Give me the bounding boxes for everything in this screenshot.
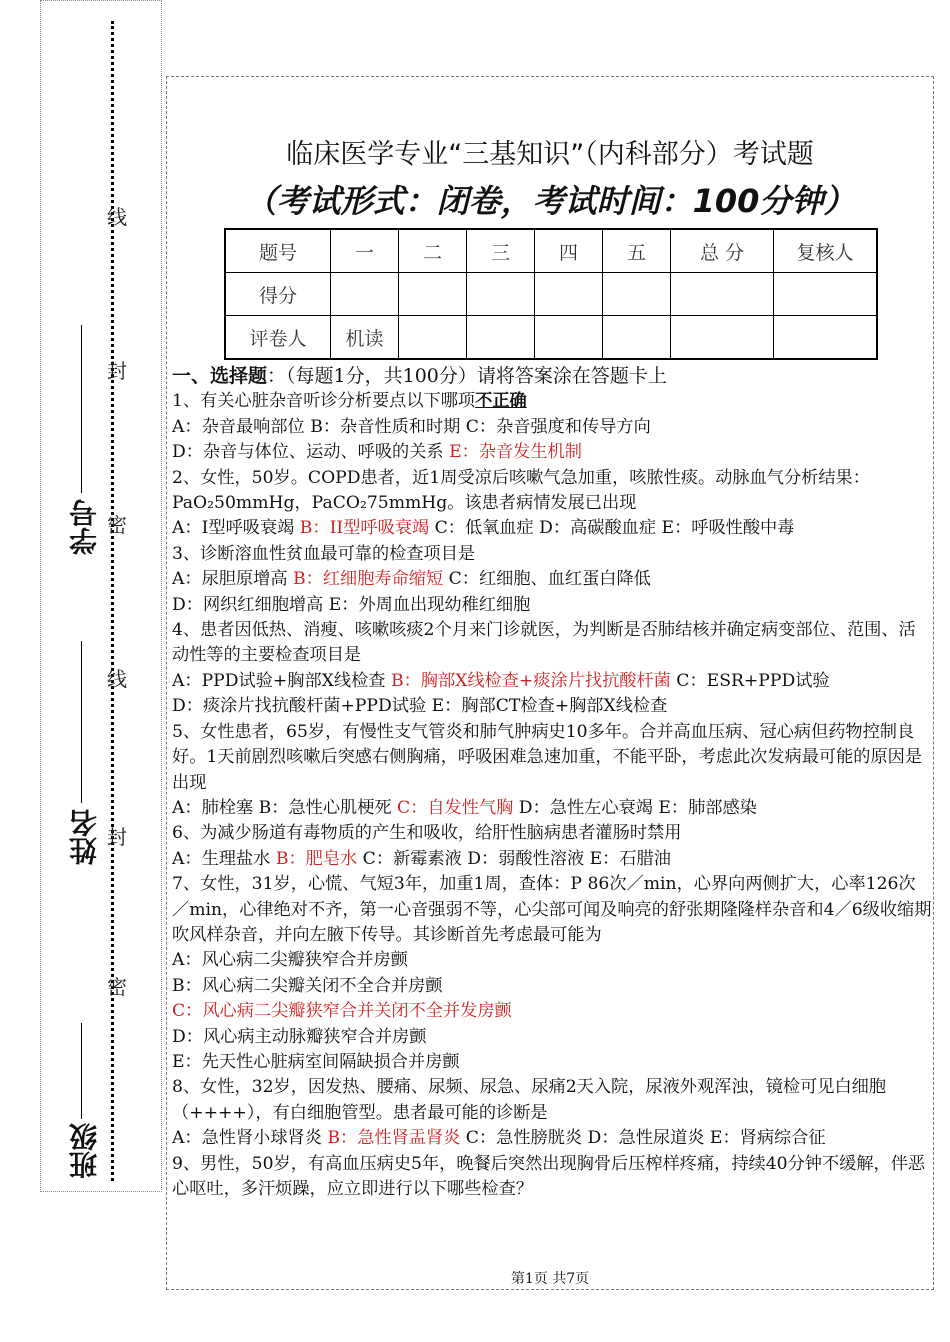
q1-stem-text: 1、有关心脏杂音听诊分析要点以下哪项	[172, 391, 476, 412]
q8-options-rest: C：急性膀胱炎 D：急性尿道炎 E：肾病综合征	[460, 1128, 826, 1149]
score-table	[224, 228, 878, 360]
q1-options-de	[172, 440, 932, 465]
score-cell[interactable]	[467, 273, 535, 316]
q3-option-a: A：尿胆原增高	[172, 569, 294, 590]
q1-stem	[172, 389, 932, 414]
seal-char-mi-1: 密	[107, 513, 127, 537]
page-footer: 第1页 共7页	[510, 1271, 590, 1287]
id-label: 学号	[68, 499, 101, 555]
score-cell[interactable]	[774, 273, 878, 316]
section-heading	[172, 364, 932, 389]
q1-option-d: D：杂音与体位、运动、呼吸的关系	[172, 442, 450, 463]
header-cell: 复核人	[774, 229, 878, 273]
questions-content	[172, 364, 932, 1202]
score-row	[225, 273, 877, 316]
score-cell[interactable]	[671, 273, 774, 316]
q2-options	[172, 516, 932, 541]
q7-answer: C：风心病二尖瓣狭窄合并关闭不全并发房颤	[172, 1001, 512, 1022]
q8-answer: B：急性肾盂肾炎	[327, 1128, 461, 1149]
grader-cell[interactable]	[467, 316, 535, 360]
q6-option-a: A：生理盐水	[172, 848, 276, 869]
q5-options-de: D：急性左心衰竭 E：肺部感染	[513, 797, 757, 818]
binding-margin	[40, 0, 162, 1192]
seal-char-mi-2: 密	[107, 975, 127, 999]
q4-option-c: C：ESR+PPD试验	[670, 670, 830, 691]
q7-option-e: E：先天性心脏病室间隔缺损合并房颤	[172, 1051, 460, 1072]
header-cell: 三	[467, 229, 535, 273]
q1-options-abc: A：杂音最响部位 B：杂音性质和时期 C：杂音强度和传导方向	[172, 416, 651, 437]
section-title: 一、选择题	[172, 365, 268, 387]
exam-subtitle: （考试形式：闭卷，考试时间：100分钟）	[244, 182, 856, 220]
grader-row-label: 评卷人	[225, 316, 331, 360]
class-label: 班级	[68, 1123, 101, 1179]
seal-dotted-line	[111, 21, 114, 1181]
score-table-header-row	[225, 229, 877, 273]
header-cell: 一	[331, 229, 399, 273]
q5-options-ab: A：肺栓塞 B：急性心肌梗死	[172, 797, 398, 818]
seal-char-feng-1: 封	[107, 359, 127, 383]
score-cell[interactable]	[535, 273, 603, 316]
q7-option-d: D：风心病主动脉瓣狭窄合并房颤	[172, 1026, 427, 1047]
grader-cell: 机读	[331, 316, 399, 360]
q3-stem: 3、诊断溶血性贫血最可靠的检查项目是	[172, 543, 476, 564]
header-cell: 四	[535, 229, 603, 273]
grader-cell[interactable]	[603, 316, 671, 360]
id-blank-line	[81, 325, 82, 493]
exam-title: 临床医学专业“三基知识”（内科部分）考试题	[286, 139, 814, 170]
q6-options-rest: C：新霉素液 D：弱酸性溶液 E：石腊油	[357, 848, 671, 869]
grader-row	[225, 316, 877, 360]
seal-char-xian-1: 线	[107, 205, 127, 229]
q4-answer: B：胸部X线检查+痰涂片找抗酸杆菌	[390, 670, 671, 691]
q9-stem: 9、男性，50岁，有高血压病史5年，晚餐后突然出现胸骨后压榨样疼痛，持续40分钟不缓解，伴恶心呕吐，多汗烦躁，应立即进行以下哪些检查？	[172, 1153, 926, 1199]
q5-answer: C：自发性气胸	[397, 797, 514, 818]
score-cell[interactable]	[331, 273, 399, 316]
q1-stem-emphasis: 不正确	[475, 391, 527, 412]
q5-stem: 5、女性患者，65岁，有慢性支气管炎和肺气肿病史10多年。合并高血压病、冠心病但药物控制良好。1天前剧烈咳嗽后突感右侧胸痛，呼吸困难急速加重，不能平卧，考虑此次发病最可能的原因是出现	[172, 721, 923, 793]
q7-option-a: A：风心病二尖瓣狭窄合并房颤	[172, 950, 408, 971]
score-row-label: 得分	[225, 273, 331, 316]
header-cell: 题号	[225, 229, 331, 273]
q6-options	[172, 847, 932, 872]
section-note: ：（每题1分，共100分）请将答案涂在答题卡上	[267, 365, 667, 387]
q2-answer: B：II型呼吸衰竭	[299, 518, 430, 539]
q8-stem: 8、女性，32岁，因发热、腰痛、尿频、尿急、尿痛2天入院，尿液外观浑浊，镜检可见白细胞（++++），有白细胞管型。患者最可能的诊断是	[172, 1077, 887, 1123]
q6-stem: 6、为减少肠道有毒物质的产生和吸收，给肝性脑病患者灌肠时禁用	[172, 823, 682, 844]
q2-options-rest: C：低氧血症 D：高碳酸血症 E：呼吸性酸中毒	[429, 518, 795, 539]
seal-char-feng-2: 封	[107, 825, 127, 849]
q1-answer: E：杂音发生机制	[449, 442, 582, 463]
q4-options-abc	[172, 669, 932, 694]
q4-options-de: D：痰涂片找抗酸杆菌+PPD试验 E：胸部CT检查+胸部X线检查	[172, 696, 668, 717]
q3-options-de: D：网织红细胞增高 E：外周血出现幼稚红细胞	[172, 594, 531, 615]
name-blank-line	[81, 641, 82, 803]
header-cell: 二	[399, 229, 467, 273]
header-cell: 五	[603, 229, 671, 273]
q3-options-abc	[172, 567, 932, 592]
grader-cell[interactable]	[774, 316, 878, 360]
seal-char-xian-2: 线	[107, 667, 127, 691]
q8-options	[172, 1126, 932, 1151]
q7-stem: 7、女性，31岁，心慌、气短3年，加重1周，查体：P 86次／min，心界向两侧扩大，心率126次／min，心律绝对不齐，第一心音强弱不等，心尖部可闻及响亮的舒张期隆隆样杂音和4／6级收缩期吹风样杂音，并向左腋下传导。其诊断首先考虑最可能为	[172, 874, 932, 945]
q8-option-a: A：急性肾小球肾炎	[172, 1128, 328, 1149]
q3-answer: B：红细胞寿命缩短	[293, 569, 444, 590]
header-cell: 总 分	[671, 229, 774, 273]
grader-cell[interactable]	[399, 316, 467, 360]
q4-option-a: A：PPD试验+胸部X线检查	[172, 670, 391, 691]
q7-option-b: B：风心病二尖瓣关闭不全合并房颤	[172, 975, 443, 996]
grader-cell[interactable]	[671, 316, 774, 360]
score-cell[interactable]	[399, 273, 467, 316]
q2-stem: 2、女性，50岁。COPD患者，近1周受凉后咳嗽气急加重，咳脓性痰。动脉血气分析结果：PaO₂50mmHg，PaCO₂75mmHg。该患者病情发展已出现	[172, 467, 870, 514]
q4-stem: 4、患者因低热、消瘦、咳嗽咳痰2个月来门诊就医，为判断是否肺结核并确定病变部位、范围、活动性等的主要检查项目是	[172, 620, 916, 666]
q6-answer: B：肥皂水	[275, 848, 358, 869]
score-cell[interactable]	[603, 273, 671, 316]
grader-cell[interactable]	[535, 316, 603, 360]
q5-options	[172, 796, 932, 821]
class-blank-line	[81, 1023, 82, 1119]
name-label: 姓名	[68, 809, 101, 865]
q2-option-a: A：I型呼吸衰竭	[172, 518, 300, 539]
q3-option-c: C：红细胞、血红蛋白降低	[443, 569, 651, 590]
